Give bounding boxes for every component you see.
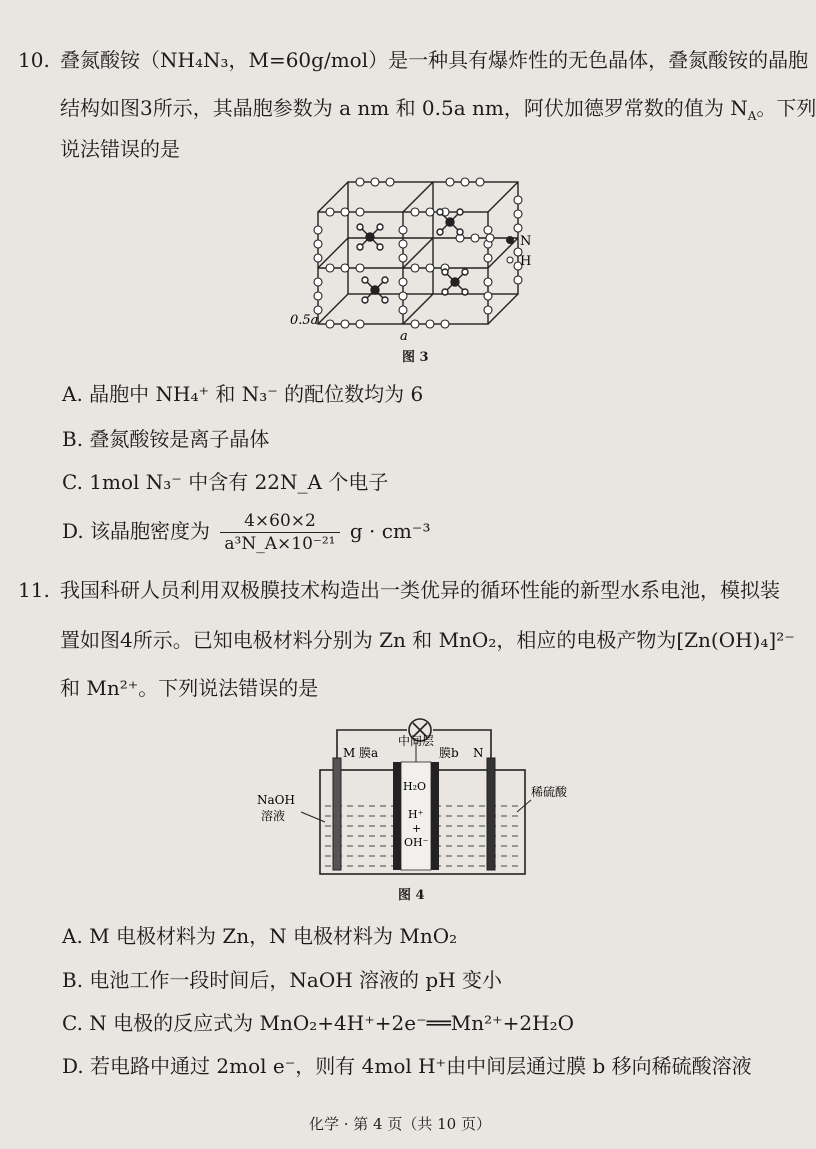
label-a: a: [400, 329, 408, 344]
q10-option-d[interactable]: [62, 510, 430, 555]
membrane-b: [431, 762, 439, 870]
q10-line2: [60, 92, 816, 123]
q11-line3: [60, 672, 318, 701]
q11-stem-2: 置如图4所示。已知电极材料分别为 Zn 和 MnO₂，相应的电极产物为[Zn(OH)₄]²⁻: [60, 628, 795, 652]
label-naoh: NaOH: [257, 793, 295, 807]
q11-option-c[interactable]: C. N 电极的反应式为 MnO₂+4H⁺+2e⁻══Mn²⁺+2H₂O: [62, 1011, 575, 1035]
q10-number: 10.: [18, 48, 50, 72]
q11-option-d[interactable]: D. 若电路中通过 2mol e⁻，则有 4mol H⁺由中间层通过膜 b 移向稀硫酸溶液: [62, 1054, 752, 1078]
n-atom-icon: [506, 236, 514, 244]
q10-stem-3: 说法错误的是: [60, 137, 180, 161]
label-plus: +: [412, 822, 422, 835]
q10-option-a[interactable]: A. 晶胞中 NH₄⁺ 和 N₃⁻ 的配位数均为 6: [62, 382, 424, 406]
q11-stem-3: 和 Mn²⁺。下列说法错误的是: [60, 676, 319, 700]
q10-line3: [60, 133, 180, 162]
legend-h: H: [520, 254, 532, 269]
q11-option-b[interactable]: B. 电池工作一段时间后，NaOH 溶液的 pH 变小: [62, 968, 502, 992]
legend-n: N: [520, 234, 532, 249]
q11-option-a[interactable]: A. M 电极材料为 Zn，N 电极材料为 MnO₂: [62, 924, 458, 948]
h-atom-icon: [507, 257, 513, 263]
q10-stem-2-sub: A: [747, 109, 757, 123]
density-fraction: [220, 510, 339, 555]
label-n: N: [473, 746, 484, 760]
density-denominator: a³N_A×10⁻²¹: [224, 534, 336, 554]
q10-option-c[interactable]: C. 1mol N₃⁻ 中含有 22N_A 个电子: [62, 470, 389, 494]
q10-option-d-unit: g · cm⁻³: [349, 519, 431, 543]
q11-line2: [60, 624, 795, 653]
q11-number: 11.: [18, 578, 50, 602]
label-half-a: 0.5a: [290, 313, 319, 328]
label-membrane-a: 膜a: [359, 746, 379, 760]
q10-option-b[interactable]: B. 叠氮酸铵是离子晶体: [62, 427, 270, 451]
q10-option-d-prefix: D. 该晶胞密度为: [62, 519, 211, 543]
q10-stem-2-end: 。下列: [756, 96, 816, 120]
density-numerator: 4×60×2: [220, 510, 339, 533]
label-m: M: [343, 746, 356, 760]
q10-stem-2: 结构如图3所示，其晶胞参数为 a nm 和 0.5a nm，阿伏加德罗常数的值为 N: [60, 96, 748, 120]
electrode-m: [333, 758, 341, 870]
label-oh-minus: OH⁻: [404, 836, 429, 849]
q11-stem-1: 我国科研人员利用双极膜技术构造出一类优异的循环性能的新型水系电池，模拟装: [60, 578, 780, 602]
label-membrane-b: 膜b: [439, 746, 459, 760]
electrode-n: [487, 758, 495, 870]
figure-4-caption: 图 4: [398, 888, 425, 903]
label-dilute-acid: 稀硫酸: [531, 785, 568, 799]
figure-3-crystal-cell: [290, 172, 550, 342]
figure-4-battery: [255, 712, 585, 882]
figure-3-caption: 图 3: [402, 350, 429, 365]
label-middle-layer: 中间层: [398, 734, 435, 748]
page-footer: 化学 · 第 4 页（共 10 页）: [308, 1115, 491, 1133]
q10-stem-1: 叠氮酸铵（NH₄N₃，M=60g/mol）是一种具有爆炸性的无色晶体，叠氮酸铵的晶胞: [60, 48, 809, 72]
label-h-plus: H⁺: [408, 808, 424, 821]
membrane-a: [393, 762, 401, 870]
label-h2o: H₂O: [403, 780, 427, 793]
q10-line1: [18, 44, 808, 73]
label-solution: 溶液: [261, 809, 286, 823]
q11-line1: [18, 574, 780, 603]
